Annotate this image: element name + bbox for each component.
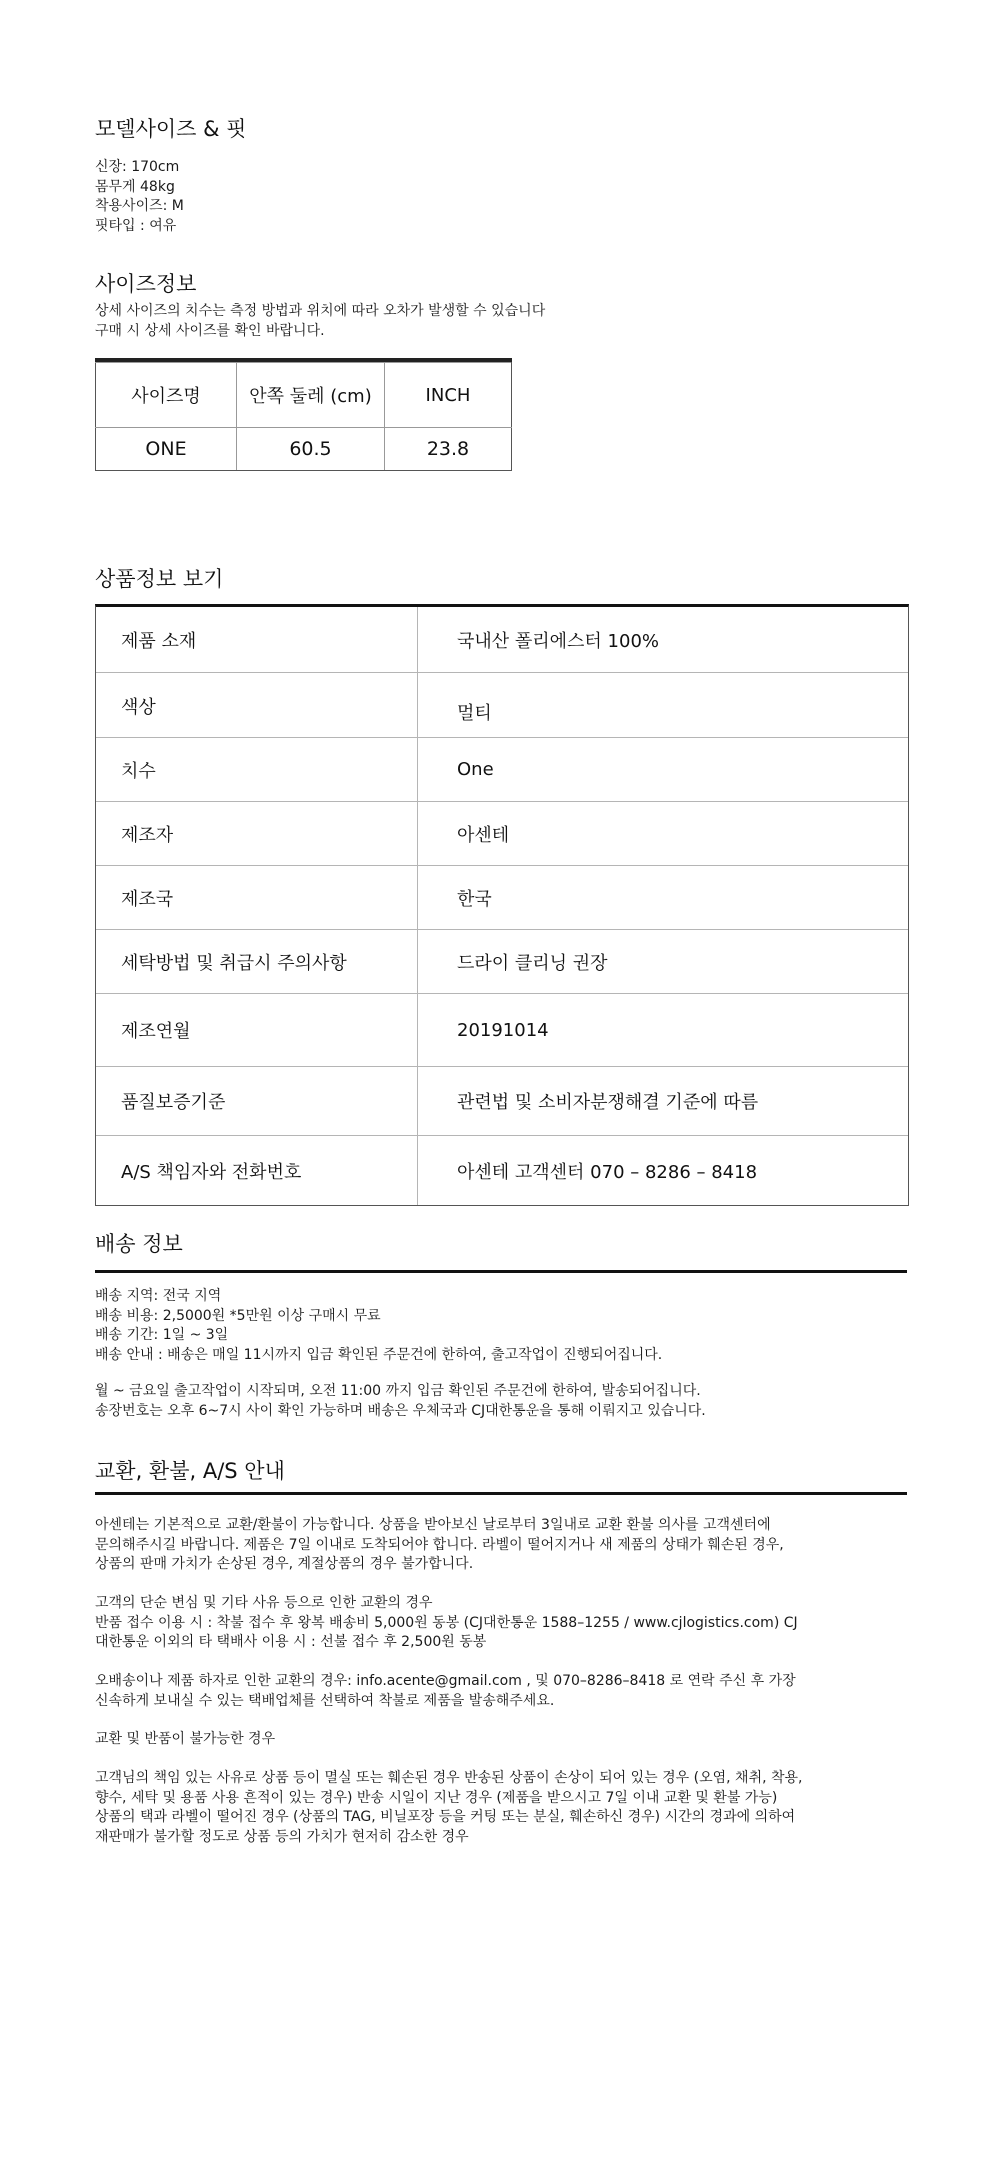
info-row-quality bbox=[96, 1067, 908, 1136]
model-weight: 몸무게 48kg bbox=[95, 178, 175, 195]
info-label: A/S 책임자와 전화번호 bbox=[96, 1136, 418, 1205]
exchange-policy bbox=[95, 1516, 784, 1575]
shipping-line: 배송 안내 : 배송은 매일 11시까지 입금 확인된 주문건에 한하여, 출고작업이 진행되어집니다. bbox=[95, 1346, 663, 1363]
info-row-as-contact bbox=[96, 1136, 908, 1205]
info-label: 제조국 bbox=[96, 866, 418, 929]
exchange-line: 신속하게 보내실 수 있는 택배업체를 선택하여 착불로 제품을 발송해주세요. bbox=[95, 1692, 555, 1709]
shipping-title: 배송 정보 bbox=[95, 1232, 183, 1256]
model-height: 신장: 170cm bbox=[95, 159, 180, 175]
shipping-line: 배송 기간: 1일 ~ 3일 bbox=[95, 1327, 229, 1343]
header-inner-circumference: 안쪽 둘레 (cm) bbox=[237, 363, 385, 428]
info-row-care bbox=[96, 930, 908, 994]
info-value: 관련법 및 소비자분쟁해결 기준에 따름 bbox=[457, 1092, 759, 1113]
exchange-line: 재판매가 불가할 정도로 상품 등의 가치가 현저히 감소한 경우 bbox=[95, 1828, 469, 1845]
cell-circumference: 60.5 bbox=[237, 428, 385, 471]
exchange-divider bbox=[95, 1492, 907, 1495]
exchange-line: 대한통운 이외의 타 택배사 이용 시 : 선불 접수 후 2,500원 동봉 bbox=[95, 1634, 487, 1650]
model-info-list bbox=[95, 158, 184, 236]
info-label: 제품 소재 bbox=[96, 607, 418, 672]
shipping-line: 배송 지역: 전국 지역 bbox=[95, 1288, 222, 1304]
info-label: 품질보증기준 bbox=[96, 1067, 418, 1135]
info-row-manufacturer bbox=[96, 802, 908, 866]
cell-inch: 23.8 bbox=[385, 428, 512, 471]
info-label: 치수 bbox=[96, 738, 418, 801]
info-label: 제조자 bbox=[96, 802, 418, 865]
header-inch: INCH bbox=[385, 363, 512, 428]
cell-size-name: ONE bbox=[96, 428, 237, 471]
size-note: 구매 시 상세 사이즈를 확인 바랍니다. bbox=[95, 322, 325, 339]
shipping-line: 배송 비용: 2,5000원 *5만원 이상 구매시 무료 bbox=[95, 1307, 381, 1324]
size-note: 상세 사이즈의 치수는 측정 방법과 위치에 따라 오차가 발생할 수 있습니다 bbox=[95, 303, 546, 319]
exchange-title: 교환, 환불, A/S 안내 bbox=[95, 1459, 285, 1483]
shipping-schedule-block bbox=[95, 1382, 706, 1421]
info-label: 제조연월 bbox=[96, 994, 418, 1066]
exchange-line: 고객의 단순 변심 및 기타 사유 등으로 인한 교환의 경우 bbox=[95, 1595, 433, 1611]
info-row-dimension bbox=[96, 738, 908, 802]
size-table-row bbox=[96, 428, 512, 471]
size-table bbox=[95, 358, 512, 471]
info-row-color bbox=[96, 673, 908, 738]
exchange-line: 상품의 택과 라벨이 떨어진 경우 (상품의 TAG, 비닐포장 등을 커팅 또는 분실, 훼손하신 경우) 시간의 경과에 의하여 bbox=[95, 1809, 796, 1825]
shipping-line: 월 ~ 금요일 출고작업이 시작되며, 오전 11:00 까지 입금 확인된 주문건에 한하여, 발송되어집니다. bbox=[95, 1383, 701, 1399]
exchange-line: 고객님의 책임 있는 사유로 상품 등이 멸실 또는 훼손된 경우 반송된 상품이 손상이 되어 있는 경우 (오염, 채취, 착용, bbox=[95, 1770, 803, 1786]
exchange-line: 문의해주시길 바랍니다. 제품은 7일 이내로 도착되어야 합니다. 라벨이 떨어지거나 새 제품의 상태가 훼손된 경우, bbox=[95, 1536, 784, 1553]
size-info-title: 사이즈정보 bbox=[95, 272, 197, 296]
shipping-divider bbox=[95, 1270, 907, 1273]
size-info-notes bbox=[95, 302, 545, 341]
info-value: 아센테 bbox=[457, 824, 510, 846]
info-row-material bbox=[96, 607, 908, 673]
exchange-line: 오배송이나 제품 하자로 인한 교환의 경우: info.acente@gmail.com , 및 070–8286–8418 로 연락 주신 후 가장 bbox=[95, 1673, 796, 1689]
shipping-line: 송장번호는 오후 6~7시 사이 확인 가능하며 배송은 우체국과 CJ대한통운을 통해 이뤄지고 있습니다. bbox=[95, 1402, 706, 1419]
header-size-name: 사이즈명 bbox=[96, 363, 237, 428]
exchange-line: 반품 접수 이용 시 : 착불 접수 후 왕복 배송비 5,000원 동봉 (CJ대한통운 1588–1255 / www.cjlogistics.com) CJ bbox=[95, 1614, 798, 1631]
non-returnable-heading bbox=[95, 1730, 275, 1750]
size-table-header bbox=[96, 363, 512, 428]
simple-change-policy bbox=[95, 1594, 798, 1653]
info-value: 드라이 클리닝 권장 bbox=[457, 952, 608, 974]
non-returnable-cases bbox=[95, 1769, 803, 1847]
model-wearing-size: 착용사이즈: M bbox=[95, 198, 184, 214]
model-size-title: 모델사이즈 & 핏 bbox=[95, 117, 247, 141]
exchange-line: 향수, 세탁 및 용품 사용 흔적이 있는 경우) 반송 시일이 지난 경우 (제품을 받으시고 7일 이내 교환 및 환불 가능) bbox=[95, 1789, 778, 1806]
info-label: 세탁방법 및 취급시 주의사항 bbox=[96, 930, 418, 993]
info-value: 아센테 고객센터 070 – 8286 – 8418 bbox=[457, 1161, 758, 1183]
info-value: One bbox=[457, 759, 494, 780]
info-label: 색상 bbox=[96, 673, 418, 737]
info-row-manufacture-date bbox=[96, 994, 908, 1067]
model-fit-type: 핏타입 : 여유 bbox=[95, 217, 177, 234]
shipping-info-block bbox=[95, 1287, 662, 1365]
exchange-line: 아센테는 기본적으로 교환/환불이 가능합니다. 상품을 받아보신 날로부터 3일내로 교환 환불 의사를 고객센터에 bbox=[95, 1517, 771, 1533]
product-info-title: 상품정보 보기 bbox=[95, 567, 224, 591]
info-value: 멀티 bbox=[457, 703, 492, 724]
exchange-line: 상품의 판매 가치가 손상된 경우, 계절상품의 경우 불가합니다. bbox=[95, 1556, 474, 1572]
info-value: 한국 bbox=[457, 888, 492, 910]
defect-exchange-policy bbox=[95, 1672, 796, 1711]
exchange-line: 교환 및 반품이 불가능한 경우 bbox=[95, 1731, 276, 1747]
product-info-table bbox=[95, 604, 909, 1206]
info-value: 국내산 폴리에스터 100% bbox=[457, 630, 660, 652]
info-value: 20191014 bbox=[457, 1019, 549, 1041]
info-row-country bbox=[96, 866, 908, 930]
